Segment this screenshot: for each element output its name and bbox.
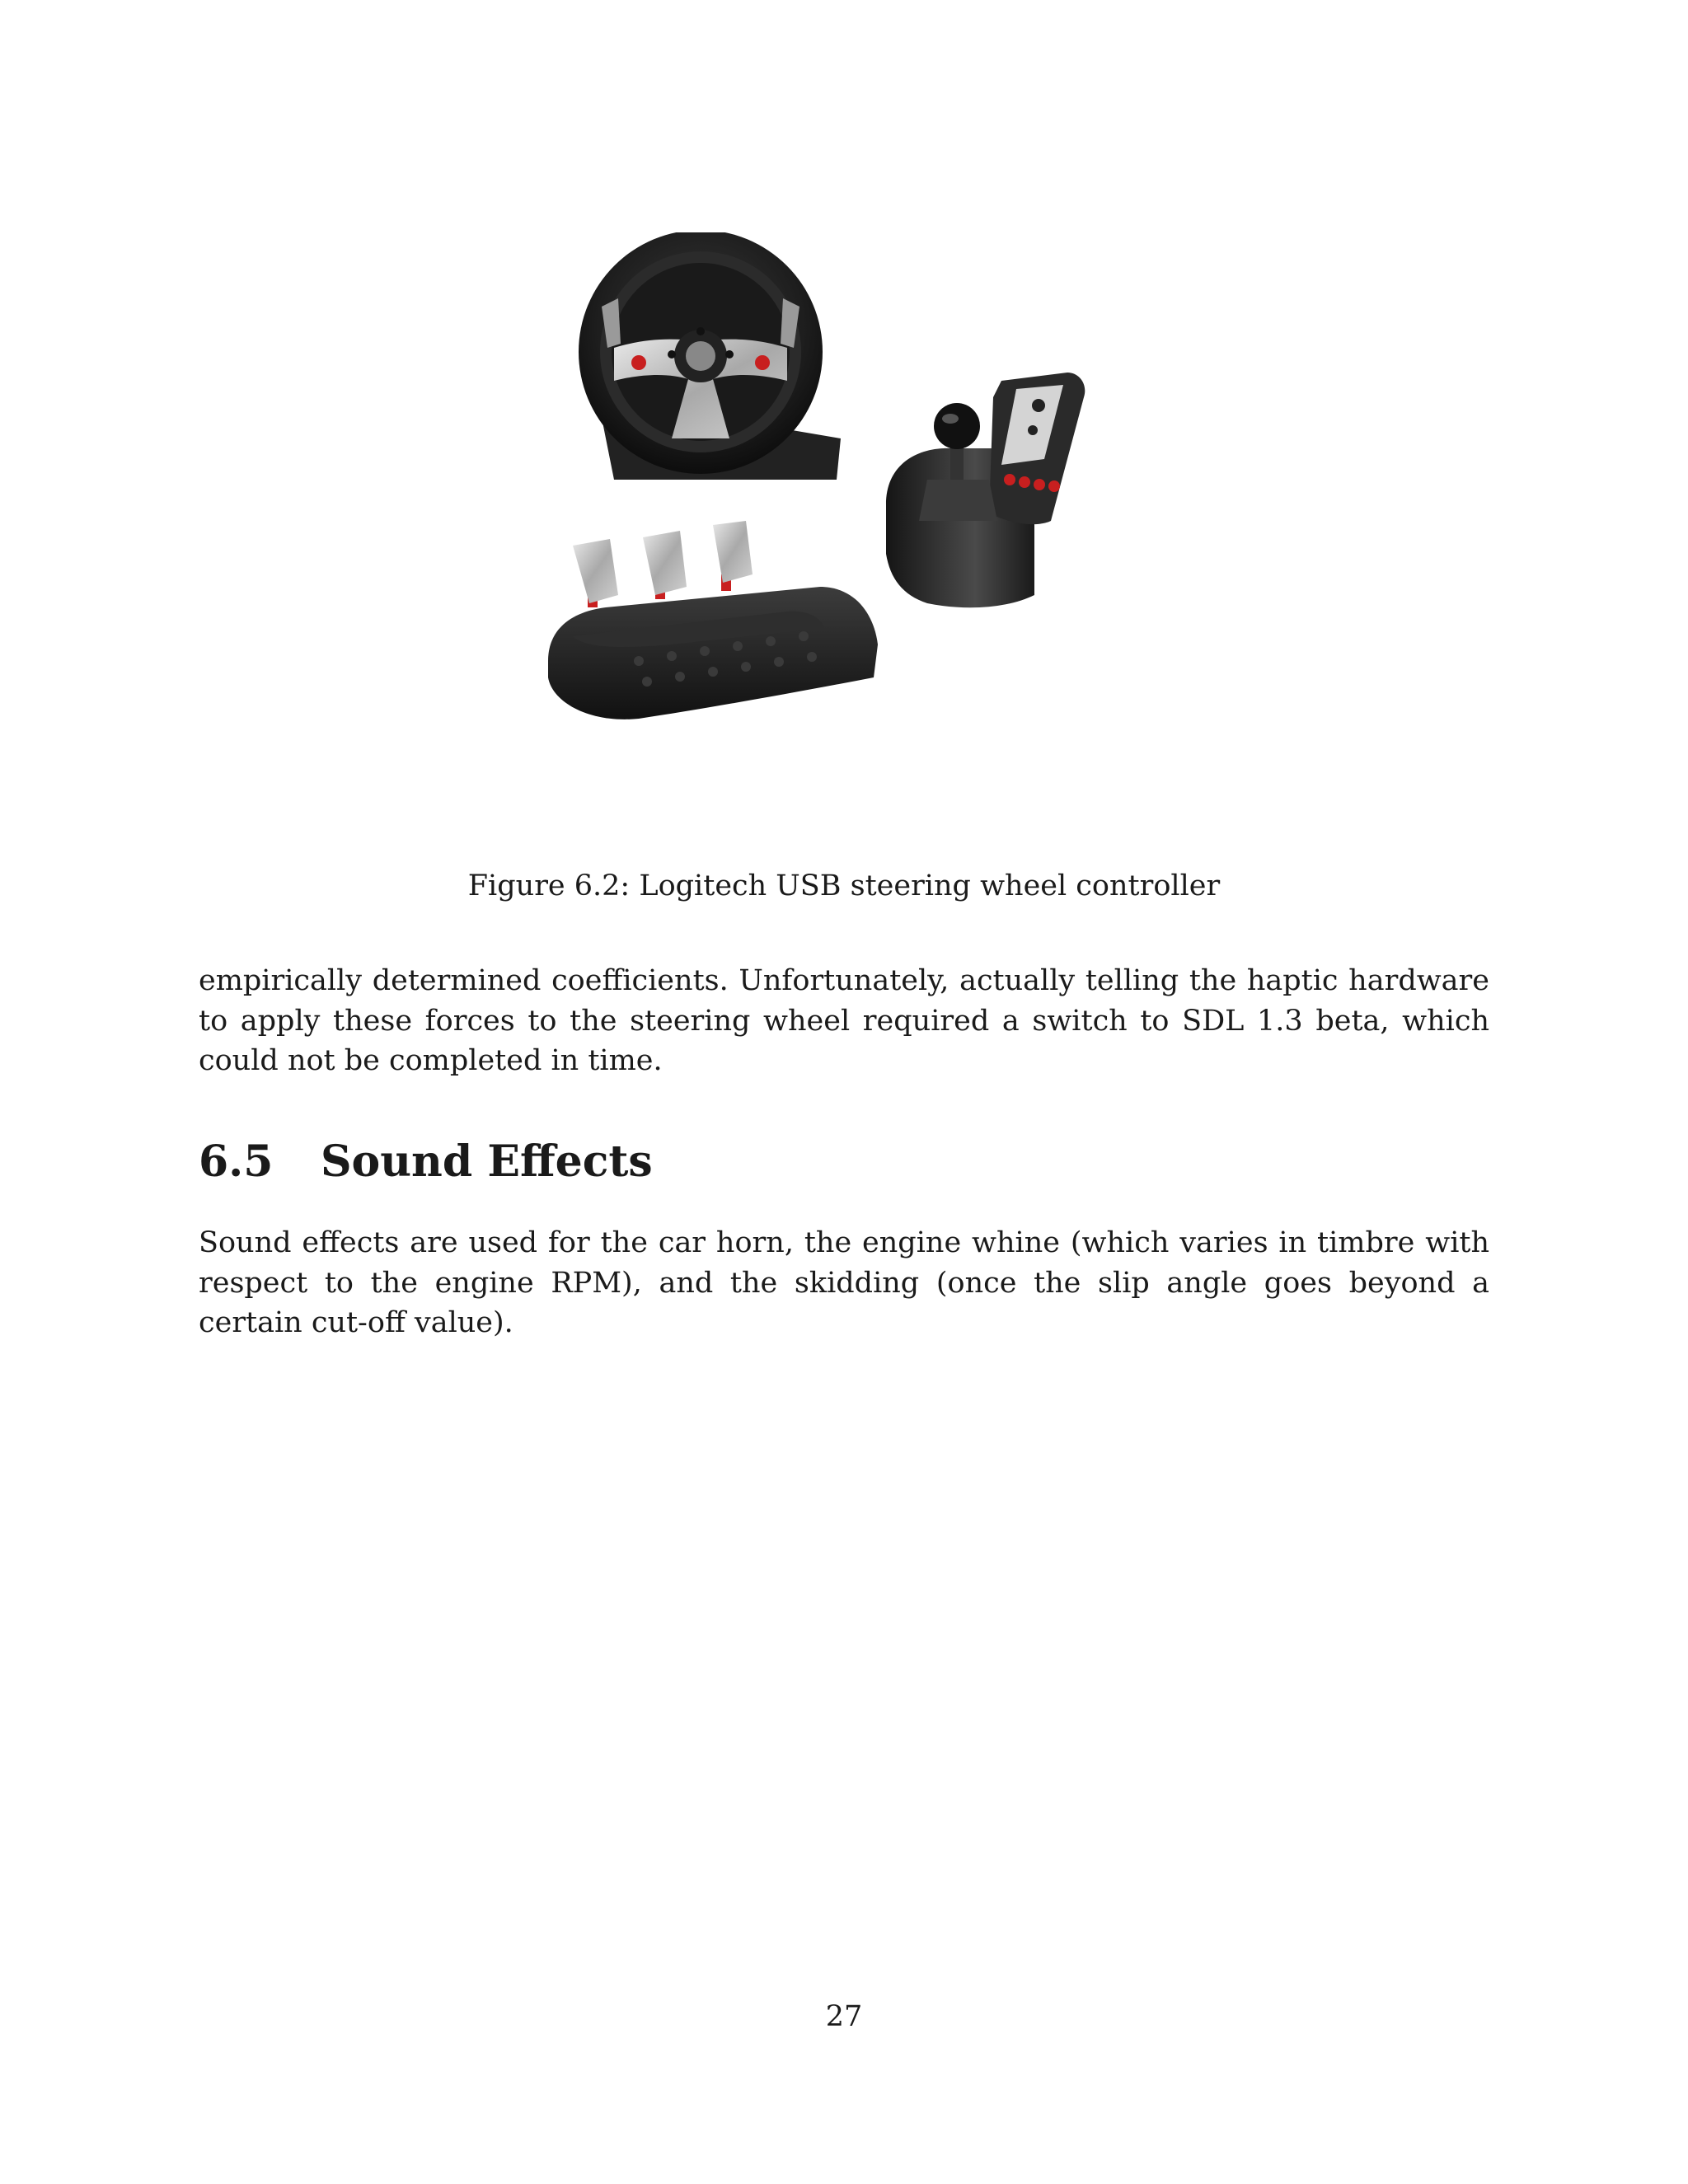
section-heading [199,1136,653,1188]
steering-wheel-icon [579,232,841,480]
figure-caption: Figure 6.2: Logitech USB steering wheel controller [467,869,1221,902]
section-title: Sound Effects [321,1137,653,1187]
gear-shifter-icon [886,373,1085,607]
pedal-set-icon [548,521,878,719]
section-number: 6.5 [199,1137,274,1187]
paragraph-haptic: empirically determined coefficients. Unfortunately, actually telling the haptic hardware to apply these forces to the steering wheel required a switch to SDL 1.3 beta, which could not be completed in time. [199,964,1489,1077]
figure-steering-wheel-photo [540,232,1150,834]
page-number: 27 [825,2000,863,2033]
paragraph-sound-effects: Sound effects are used for the car horn, the engine whine (which varies in timbre with respect to the engine RPM), and the skidding (once the slip angle goes beyond a certain cut-off value). [199,1226,1489,1339]
